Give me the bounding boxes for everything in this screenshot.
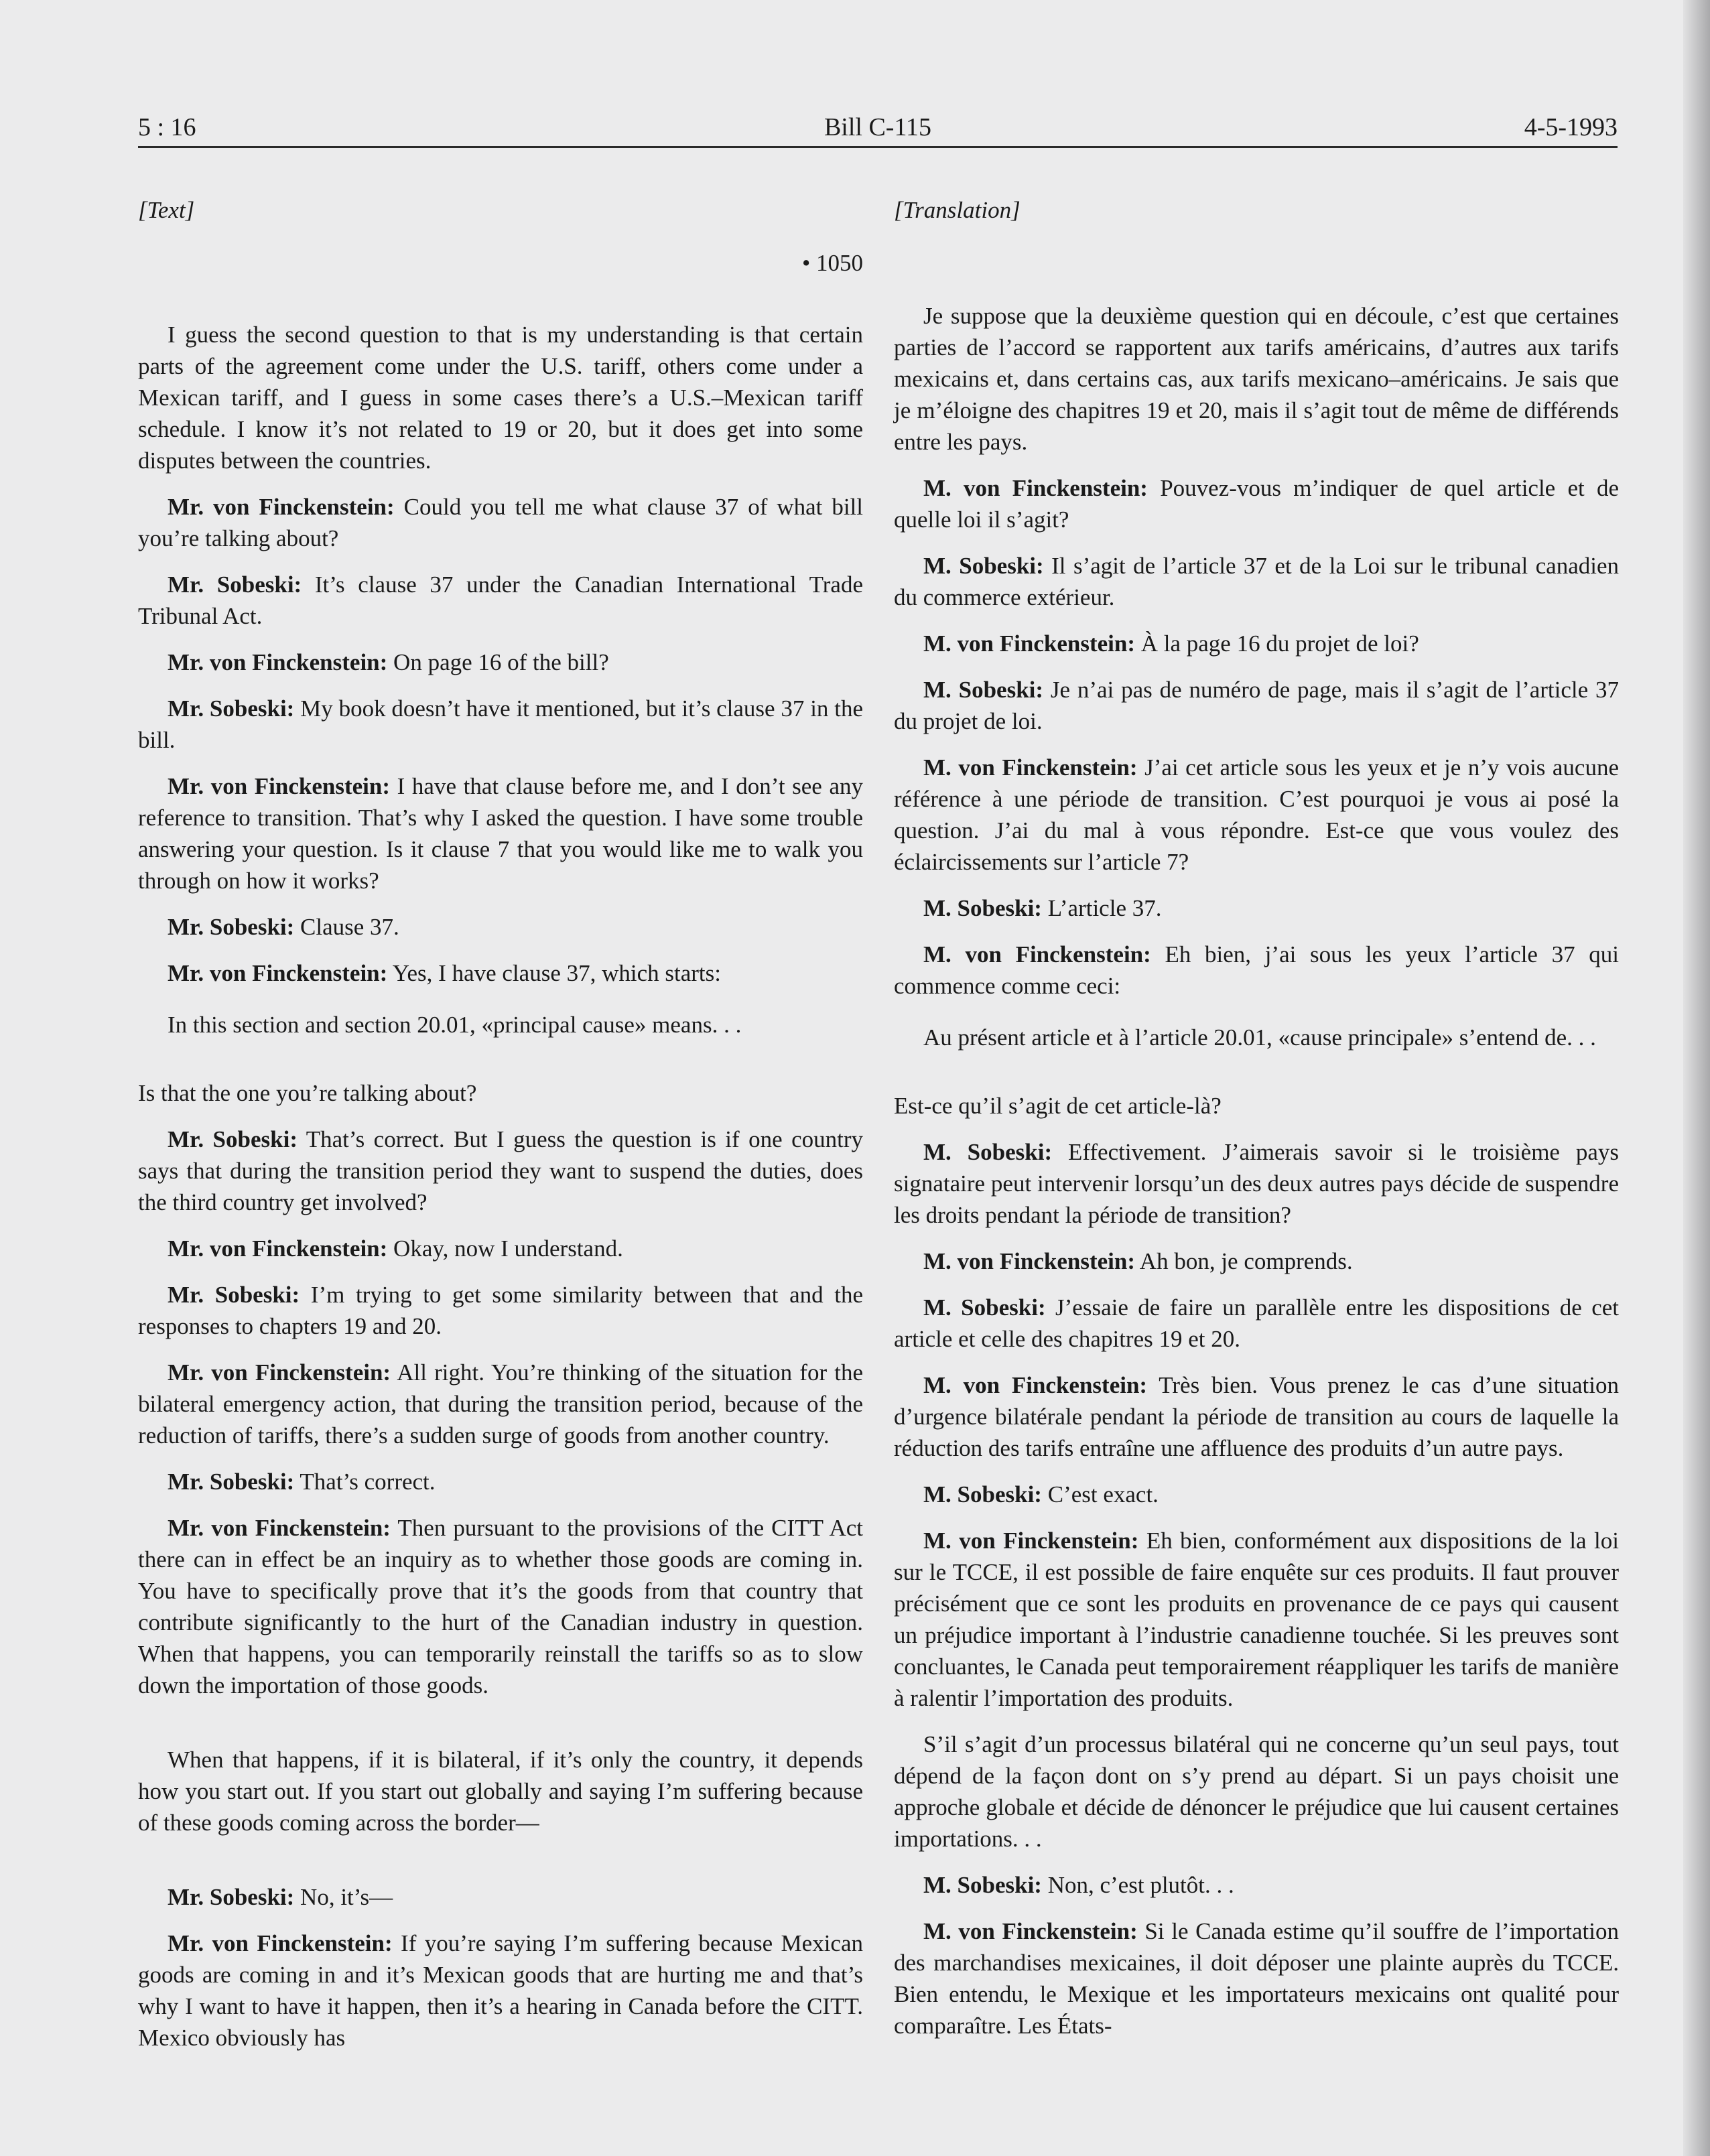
transcript-paragraph bbox=[894, 1915, 1619, 2041]
transcript-paragraph bbox=[894, 1369, 1619, 1464]
question-line: Is that the one you’re talking about? bbox=[138, 1080, 477, 1106]
speaker-name: Mr. von Finckenstein: bbox=[168, 649, 388, 675]
speaker-name: M. Sobeski: bbox=[923, 1294, 1046, 1321]
transcript-paragraph bbox=[894, 628, 1619, 659]
speaker-name: Mr. Sobeski: bbox=[168, 914, 295, 940]
paragraph-text: Il s’agit de l’article 37 et de la Loi sur le tribunal canadien du commerce extérieur. bbox=[894, 553, 1619, 610]
speaker-name: Mr. Sobeski: bbox=[168, 571, 302, 598]
paragraph-text: Then pursuant to the provisions of the CITT Act there can in effect be an inquiry as to whether those goods are coming in. You have to specifically prove that it’s the goods from that country that contribute significantly to the hurt of the Canadian industry in question. When that happens, you can temporarily reinstall the tariffs so as to slow down the importation of those goods. bbox=[138, 1515, 863, 1698]
paragraph-text: I have that clause before me, and I don’t see any reference to transition. That’s why I asked the question. I have some trouble answering your question. Is it clause 7 that you would like me to walk you through on how it works? bbox=[138, 773, 863, 894]
text-label: [Text] bbox=[138, 197, 195, 223]
paragraph-text: All right. You’re thinking of the situation for the bilateral emergency action, that during the transition period, because of the reduction of tariffs, there’s a sudden surge of goods from another country. bbox=[138, 1359, 863, 1448]
speaker-name: M. von Finckenstein: bbox=[923, 1918, 1138, 1944]
speaker-name: M. von Finckenstein: bbox=[923, 941, 1151, 967]
paragraph-text: If you’re saying I’m suffering because Mexican goods are coming in and it’s Mexican goods that are hurting me and that’s why I want to have it happen, then it’s a hearing in Canada before the CITT. Mexico obviously has bbox=[138, 1930, 863, 2051]
transcript-paragraph bbox=[894, 472, 1619, 535]
speaker-name: Mr. Sobeski: bbox=[168, 1469, 295, 1495]
transcript-paragraph bbox=[138, 1744, 863, 1838]
speaker-name: Mr. von Finckenstein: bbox=[168, 1930, 393, 1956]
paragraph-text: Effectivement. J’aimerais savoir si le troisième pays signataire peut intervenir lorsqu’un des deux autres pays décide de suspendre les droits pendant la période de transition? bbox=[894, 1139, 1619, 1228]
paragraph-text: Ah bon, je comprends. bbox=[1134, 1248, 1353, 1274]
speaker-name: Mr. Sobeski: bbox=[168, 1282, 300, 1308]
paragraph-text: Eh bien, conformément aux dispositions de la loi sur le TCCE, il est possible de faire enquête sur ces produits. Il faut prouver précisément que ce sont les produits en provenance de ce pays qui causent un préjudice important à l’industrie canadienne touchée. Si les preuves sont concluantes, le Canada peut temporairement réappliquer les tarifs de manière à ralentir l’importation des produits. bbox=[894, 1528, 1619, 1711]
transcript-paragraph bbox=[894, 1136, 1619, 1231]
paragraph-text: Non, c’est plutôt. . . bbox=[1041, 1872, 1234, 1898]
quoted-clause-fr: Au présent article et à l’article 20.01, «cause principale» s’entend de. . . bbox=[923, 1024, 1596, 1051]
french-paragraphs-continued bbox=[894, 1136, 1619, 2041]
paragraph-text: I’m trying to get some similarity between that and the responses to chapters 19 and 20. bbox=[138, 1282, 863, 1339]
transcript-paragraph bbox=[138, 1512, 863, 1701]
speaker-name: Mr. Sobeski: bbox=[168, 695, 295, 722]
paragraph-text: On page 16 of the bill? bbox=[387, 649, 609, 675]
paragraph-text: L’article 37. bbox=[1041, 895, 1162, 921]
paragraph-text: Okay, now I understand. bbox=[387, 1235, 623, 1262]
transcript-paragraph bbox=[138, 957, 863, 989]
page-header bbox=[138, 113, 1618, 147]
paragraph-text: I guess the second question to that is my understanding is that certain parts of the agreement come under the U.S. tariff, others come under a Mexican tariff, and I guess in some cases there’s a U.S.–Mexican tariff schedule. I know it’s not related to 19 or 20, but it does get into some disputes between the countries. bbox=[138, 322, 863, 474]
paragraph-text: S’il s’agit d’un processus bilatéral qui ne concerne qu’un seul pays, tout dépend de la façon dont on s’y prend au départ. Si un pays choisit une approche globale et décide de dénoncer le préjudice que lui causent certaines importations. . . bbox=[894, 1731, 1619, 1852]
document-title: Bill C-115 bbox=[824, 113, 932, 141]
transcript-paragraph bbox=[138, 647, 863, 678]
paragraph-text: Yes, I have clause 37, which starts: bbox=[387, 960, 721, 986]
transcript-paragraph bbox=[894, 300, 1619, 458]
transcript-paragraph bbox=[138, 770, 863, 896]
speaker-name: Mr. von Finckenstein: bbox=[168, 773, 391, 799]
transcript-paragraph bbox=[138, 491, 863, 554]
question-line-fr: Est-ce qu’il s’agit de cet article-là? bbox=[894, 1093, 1222, 1119]
speaker-name: M. Sobeski: bbox=[923, 1139, 1053, 1165]
speaker-name: M. von Finckenstein: bbox=[923, 630, 1135, 657]
speaker-name: Mr. Sobeski: bbox=[168, 1884, 295, 1910]
transcript-paragraph bbox=[138, 911, 863, 943]
speaker-name: M. Sobeski: bbox=[923, 895, 1042, 921]
transcript-paragraph bbox=[138, 1279, 863, 1342]
transcript-paragraph bbox=[894, 1292, 1619, 1355]
page-edge-shadow bbox=[1683, 0, 1710, 2156]
paragraph-text: That’s correct. But I guess the question is if one country says that during the transition period they want to suspend the duties, does the third country get involved? bbox=[138, 1126, 863, 1215]
transcript-paragraph bbox=[138, 1928, 863, 2053]
speaker-name: Mr. von Finckenstein: bbox=[168, 1515, 391, 1541]
speaker-name: M. Sobeski: bbox=[923, 1872, 1042, 1898]
translation-label: [Translation] bbox=[894, 197, 1021, 223]
english-paragraph-gap bbox=[138, 1744, 863, 1838]
french-paragraphs bbox=[894, 300, 1619, 1002]
english-column bbox=[138, 194, 863, 2068]
transcript-paragraph bbox=[138, 319, 863, 476]
paragraph-text: J’ai cet article sous les yeux et je n’y vois aucune référence à une période de transition. C’est pourquoi je vous ai posé la question. J’ai du mal à vous répondre. Est-ce que vous voulez des éclaircissements sur l’article 7? bbox=[894, 754, 1619, 875]
paragraph-text: C’est exact. bbox=[1041, 1481, 1159, 1507]
english-paragraphs-continued bbox=[138, 1124, 863, 1701]
transcript-paragraph bbox=[138, 1881, 863, 1913]
speaker-name: M. von Finckenstein: bbox=[923, 754, 1138, 781]
transcript-paragraph bbox=[138, 1466, 863, 1497]
paragraph-text: When that happens, if it is bilateral, if it’s only the country, it depends how you start out. If you start out globally and saying I’m suffering because of these goods coming across the border— bbox=[138, 1747, 863, 1836]
transcript-paragraph bbox=[894, 1729, 1619, 1855]
speaker-name: Mr. von Finckenstein: bbox=[168, 1359, 391, 1386]
page-number: 5 : 16 bbox=[138, 113, 196, 141]
paragraph-text: Eh bien, j’ai sous les yeux l’article 37 qui commence comme ceci: bbox=[894, 941, 1619, 999]
paragraph-text: Si le Canada estime qu’il souffre de l’importation des marchandises mexicaines, il doit déposer une plainte auprès du TCCE. Bien entendu, le Mexique et les importateurs mexicains ont qualité pour comparaître. Les États- bbox=[894, 1918, 1619, 2039]
transcript-paragraph bbox=[894, 892, 1619, 924]
transcript-paragraph bbox=[138, 693, 863, 756]
paragraph-text: Clause 37. bbox=[294, 914, 399, 940]
paragraph-text: Pouvez-vous m’indiquer de quel article et de quelle loi il s’agit? bbox=[894, 475, 1619, 533]
paragraph-text: À la page 16 du projet de loi? bbox=[1134, 630, 1419, 657]
paragraph-text: That’s correct. bbox=[294, 1469, 436, 1495]
speaker-name: M. Sobeski: bbox=[923, 553, 1044, 579]
speaker-name: M. von Finckenstein: bbox=[923, 1248, 1135, 1274]
header-date: 4-5-1993 bbox=[1524, 113, 1618, 141]
paragraph-text: Je suppose que la deuxième question qui en découle, c’est que certaines parties de l’accord se rapportent aux tarifs américains, d’autres aux tarifs mexicains et, dans certains cas, aux tarifs mexicano–américains. Je sais que je m’éloigne des chapitres 19 et 20, mais il s’agit tout de même de différends entre les pays. bbox=[894, 303, 1619, 455]
transcript-paragraph bbox=[138, 1233, 863, 1264]
english-paragraphs bbox=[138, 319, 863, 989]
speaker-name: Mr. von Finckenstein: bbox=[168, 960, 388, 986]
paragraph-text: Très bien. Vous prenez le cas d’une situation d’urgence bilatérale pendant la période de transition au cours de laquelle la réduction des tarifs entraîne une affluence des produits d’un autre pays. bbox=[894, 1372, 1619, 1461]
speaker-name: M. Sobeski: bbox=[923, 677, 1044, 703]
speaker-name: Mr. von Finckenstein: bbox=[168, 494, 395, 520]
speaker-name: M. von Finckenstein: bbox=[923, 1372, 1148, 1398]
quoted-clause: In this section and section 20.01, «principal cause» means. . . bbox=[168, 1012, 742, 1038]
speaker-name: M. von Finckenstein: bbox=[923, 1528, 1139, 1554]
english-paragraphs-final bbox=[138, 1881, 863, 2053]
transcript-paragraph bbox=[894, 674, 1619, 737]
time-marker: • 1050 bbox=[801, 250, 863, 276]
transcript-paragraph bbox=[138, 1124, 863, 1218]
speaker-name: Mr. Sobeski: bbox=[168, 1126, 298, 1152]
transcript-paragraph bbox=[894, 1245, 1619, 1277]
french-column bbox=[894, 194, 1619, 2056]
paragraph-text: My book doesn’t have it mentioned, but it’s clause 37 in the bill. bbox=[138, 695, 863, 753]
transcript-paragraph bbox=[894, 752, 1619, 878]
transcript-paragraph bbox=[138, 569, 863, 632]
paragraph-text: It’s clause 37 under the Canadian International Trade Tribunal Act. bbox=[138, 571, 863, 629]
transcript-paragraph bbox=[894, 1525, 1619, 1714]
transcript-paragraph bbox=[894, 939, 1619, 1002]
header-rule bbox=[138, 146, 1618, 148]
speaker-name: Mr. von Finckenstein: bbox=[168, 1235, 388, 1262]
paragraph-text: Could you tell me what clause 37 of what bill you’re talking about? bbox=[138, 494, 863, 551]
speaker-name: M. Sobeski: bbox=[923, 1481, 1042, 1507]
transcript-paragraph bbox=[894, 550, 1619, 613]
transcript-paragraph bbox=[894, 1869, 1619, 1901]
speaker-name: M. von Finckenstein: bbox=[923, 475, 1148, 501]
paragraph-text: J’essaie de faire un parallèle entre les dispositions de cet article et celle des chapitres 19 et 20. bbox=[894, 1294, 1619, 1352]
transcript-paragraph bbox=[894, 1479, 1619, 1510]
paragraph-text: No, it’s— bbox=[294, 1884, 393, 1910]
paragraph-text: Je n’ai pas de numéro de page, mais il s’agit de l’article 37 du projet de loi. bbox=[894, 677, 1619, 734]
transcript-paragraph bbox=[138, 1357, 863, 1451]
